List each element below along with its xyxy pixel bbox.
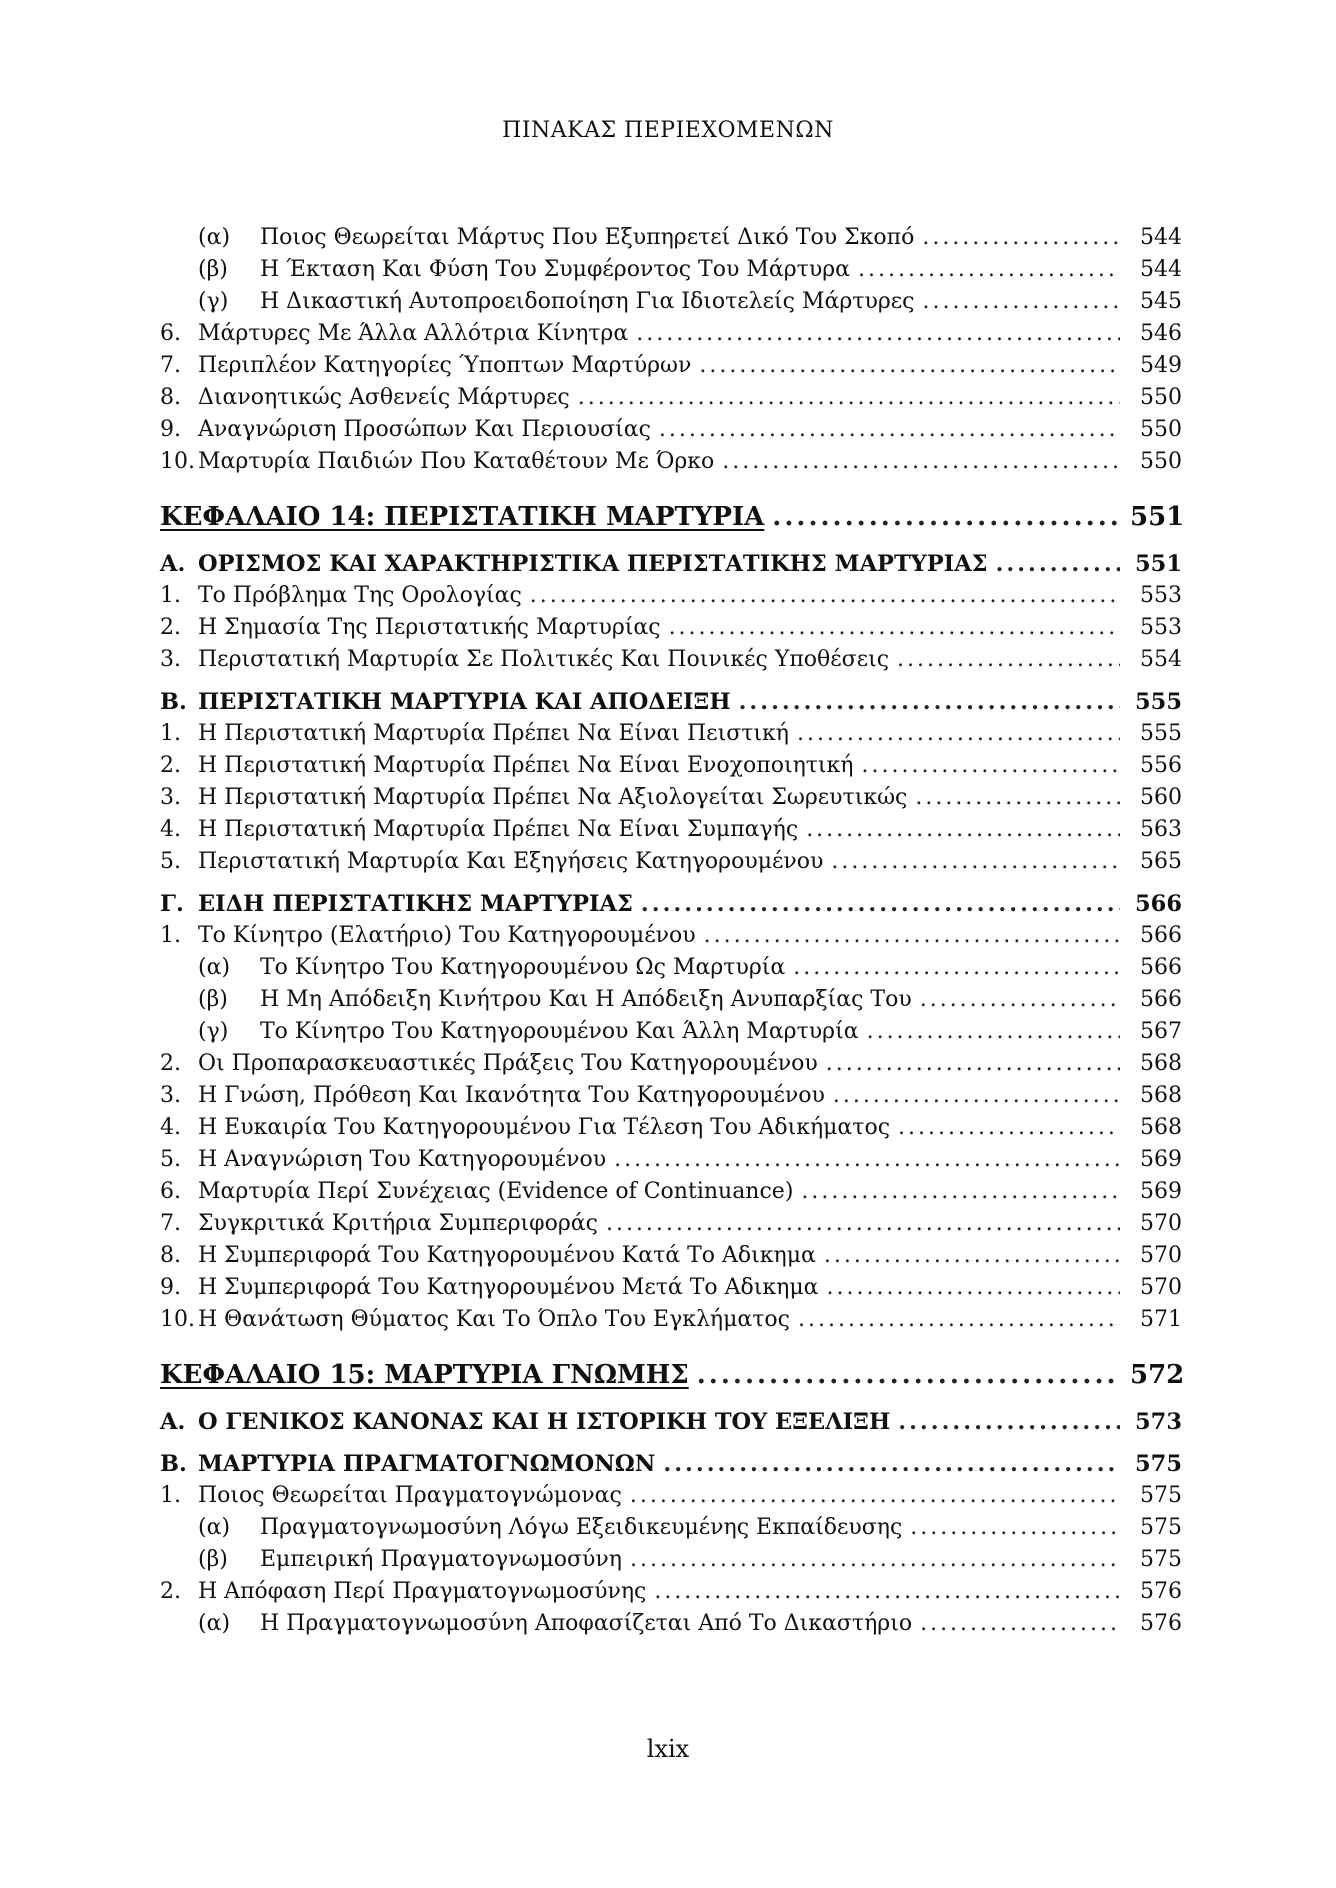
- toc-entry: [160, 414, 1182, 446]
- dot-leader: [636, 318, 1120, 350]
- toc-entry: [160, 612, 1182, 644]
- toc-entry-page: 545: [1140, 289, 1182, 314]
- toc-entry-title: Συγκριτικά Κριτήρια Συμπεριφοράς: [198, 1211, 598, 1236]
- toc-entry-page: 567: [1140, 1019, 1182, 1044]
- dot-leader: [898, 1406, 1120, 1438]
- toc-entry-number: 4.: [160, 817, 181, 842]
- toc-entry-number: (α): [198, 1611, 231, 1636]
- dot-leader: [910, 1512, 1120, 1544]
- toc-entry-number: 10.: [160, 1307, 195, 1332]
- toc-entry-page: 575: [1140, 1483, 1182, 1508]
- dot-leader: [826, 1048, 1120, 1080]
- toc-entry-title: Περιστατική Μαρτυρία Σε Πολιτικές Και Ποινικές Υποθέσεις: [198, 647, 890, 672]
- dot-leader: [722, 446, 1120, 478]
- dot-leader: [654, 1576, 1120, 1608]
- toc-entry: [160, 1576, 1182, 1608]
- toc-entry-title: Μάρτυρες Με Άλλα Αλλότρια Κίνητρα: [198, 321, 629, 346]
- toc-entry-title: Η Ευκαιρία Του Κατηγορουμένου Για Τέλεση Του Αδικήματος: [198, 1115, 891, 1140]
- toc-entry-title: Μαρτυρία Παιδιών Που Καταθέτουν Με Όρκο: [198, 449, 715, 474]
- toc-section-entry: [160, 1406, 1182, 1438]
- running-header: ΠΙΝΑΚΑΣ ΠΕΡΙΕΧΟΜΕΝΩΝ: [502, 118, 834, 143]
- toc-entry: [160, 814, 1182, 846]
- toc-entry-number: (α): [198, 955, 231, 980]
- toc-entry-number: Β.: [160, 689, 187, 715]
- toc-entry: [160, 1544, 1182, 1576]
- toc-entry-title: Περιστατική Μαρτυρία Και Εξηγήσεις Κατηγορουμένου: [198, 849, 824, 874]
- dot-leader: [996, 548, 1120, 580]
- toc-entry-page: 553: [1140, 583, 1182, 608]
- toc-entry-number: (β): [198, 1547, 228, 1572]
- toc-entry: [160, 446, 1182, 478]
- toc-entry-title: ΟΡΙΣΜΟΣ ΚΑΙ ΧΑΡΑΚΤΗΡΙΣΤΙΚΑ ΠΕΡΙΣΤΑΤΙΚΗΣ ΜΑΡΤΥΡΙΑΣ: [198, 551, 988, 577]
- toc-entry-page: 568: [1140, 1083, 1182, 1108]
- dot-leader: [606, 1208, 1120, 1240]
- toc-entry-title: Η Σημασία Της Περιστατικής Μαρτυρίας: [198, 615, 661, 640]
- toc-entry-title: ΚΕΦΑΛΑΙΟ 14: ΠΕΡΙΣΤΑΤΙΚΗ ΜΑΡΤΥΡΙΑ: [160, 502, 765, 532]
- dot-leader: [641, 888, 1120, 920]
- dot-leader: [827, 1272, 1120, 1304]
- toc-chapter-entry: [160, 1354, 1185, 1396]
- toc-entry: [160, 1016, 1182, 1048]
- toc-entry-title: Αναγνώριση Προσώπων Και Περιουσίας: [198, 417, 651, 442]
- toc-entry-number: 3.: [160, 647, 181, 672]
- toc-entry-page: 566: [1140, 987, 1182, 1012]
- toc-entry-title: Η Έκταση Και Φύση Του Συμφέροντος Του Μάρτυρα: [260, 257, 850, 282]
- toc-entry-page: 566: [1135, 891, 1182, 917]
- toc-entry-page: 560: [1140, 785, 1182, 810]
- toc-entry-page: 550: [1140, 449, 1182, 474]
- toc-entry: [160, 1272, 1182, 1304]
- toc-entry: [160, 718, 1182, 750]
- toc-section-entry: [160, 888, 1182, 920]
- toc-entry-title: Το Πρόβλημα Της Ορολογίας: [198, 583, 522, 608]
- toc-entry-number: 9.: [160, 417, 181, 442]
- toc-entry-number: 2.: [160, 1579, 181, 1604]
- toc-entry-number: 5.: [160, 1147, 181, 1172]
- toc-entry-title: Η Πραγματογνωμοσύνη Αποφασίζεται Από Το Δικαστήριο: [260, 1611, 913, 1636]
- toc-entry: [160, 846, 1182, 878]
- dot-leader: [772, 496, 1120, 538]
- toc-entry-title: Η Περιστατική Μαρτυρία Πρέπει Να Είναι Ενοχοποιητική: [198, 753, 854, 778]
- dot-leader: [861, 750, 1120, 782]
- dot-leader: [739, 686, 1120, 718]
- toc-entry: [160, 1608, 1182, 1640]
- toc-entry-page: 555: [1135, 689, 1182, 715]
- toc-entry-number: 8.: [160, 385, 181, 410]
- toc-entry-title: Η Μη Απόδειξη Κινήτρου Και Η Απόδειξη Ανυπαρξίας Του: [260, 987, 912, 1012]
- toc-entry-number: 2.: [160, 1051, 181, 1076]
- dot-leader: [614, 1144, 1120, 1176]
- toc-entry: [160, 286, 1182, 318]
- dot-leader: [530, 580, 1120, 612]
- toc-entry-title: Ποιος Θεωρείται Μάρτυς Που Εξυπηρετεί Δικό Του Σκοπό: [260, 225, 915, 250]
- dot-leader: [897, 644, 1120, 676]
- toc-entry-number: 6.: [160, 1179, 181, 1204]
- toc-entry-number: 2.: [160, 615, 181, 640]
- toc-entry-page: 551: [1135, 551, 1182, 577]
- toc-entry: [160, 984, 1182, 1016]
- toc-entry-page: 572: [1130, 1360, 1185, 1390]
- toc-entry: [160, 1112, 1182, 1144]
- toc-entry-page: 576: [1140, 1611, 1182, 1636]
- toc-entry: [160, 254, 1182, 286]
- toc-entry-number: 3.: [160, 785, 181, 810]
- toc-entry-page: 569: [1140, 1179, 1182, 1204]
- toc-entry: [160, 952, 1182, 984]
- toc-entry-title: Το Κίνητρο (Ελατήριο) Του Κατηγορουμένου: [198, 923, 696, 948]
- dot-leader: [801, 1176, 1120, 1208]
- toc-entry-title: Περιπλέον Κατηγορίες Ύποπτων Μαρτύρων: [198, 353, 692, 378]
- toc-entry-number: 8.: [160, 1243, 181, 1268]
- toc-entry-title: Η Περιστατική Μαρτυρία Πρέπει Να Αξιολογείται Σωρευτικώς: [198, 785, 908, 810]
- toc-entry-number: 1.: [160, 583, 181, 608]
- toc-entry-number: 1.: [160, 1483, 181, 1508]
- dot-leader: [797, 718, 1120, 750]
- toc-entry-number: 10.: [160, 449, 195, 474]
- toc-entry: [160, 1208, 1182, 1240]
- dot-leader: [578, 382, 1120, 414]
- dot-leader: [699, 350, 1120, 382]
- dot-leader: [922, 222, 1120, 254]
- dot-leader: [922, 286, 1120, 318]
- toc-entry-number: 3.: [160, 1083, 181, 1108]
- toc-entry-title: Οι Προπαρασκευαστικές Πράξεις Του Κατηγορουμένου: [198, 1051, 818, 1076]
- toc-entry-title: Πραγματογνωμοσύνη Λόγω Εξειδικευμένης Εκπαίδευσης: [260, 1515, 903, 1540]
- toc-entry: [160, 750, 1182, 782]
- dot-leader: [858, 254, 1120, 286]
- toc-entry-number: 7.: [160, 353, 181, 378]
- dot-leader: [920, 984, 1120, 1016]
- toc-entry-number: 5.: [160, 849, 181, 874]
- dot-leader: [920, 1608, 1120, 1640]
- toc-entry-number: 1.: [160, 721, 181, 746]
- toc-entry-page: 573: [1135, 1409, 1182, 1435]
- dot-leader: [659, 414, 1120, 446]
- toc-entry-number: 4.: [160, 1115, 181, 1140]
- toc-section-entry: [160, 548, 1182, 580]
- dot-leader: [697, 1354, 1120, 1396]
- dot-leader: [867, 1016, 1120, 1048]
- toc-entry-title: Η Περιστατική Μαρτυρία Πρέπει Να Είναι Συμπαγής: [198, 817, 799, 842]
- toc-entry-page: 549: [1140, 353, 1182, 378]
- toc-entry-page: 566: [1140, 923, 1182, 948]
- toc-entry: [160, 644, 1182, 676]
- toc-entry-number: 6.: [160, 321, 181, 346]
- dot-leader: [831, 846, 1120, 878]
- toc-entry: [160, 1240, 1182, 1272]
- toc-entry-title: Ο ΓΕΝΙΚΟΣ ΚΑΝΟΝΑΣ ΚΑΙ Η ΙΣΤΟΡΙΚΗ ΤΟΥ ΕΞΕΛΙΞΗ: [198, 1409, 891, 1435]
- dot-leader: [793, 952, 1120, 984]
- toc-entry-number: 2.: [160, 753, 181, 778]
- toc-entry: [160, 1512, 1182, 1544]
- toc-entry-number: 9.: [160, 1275, 181, 1300]
- dot-leader: [824, 1240, 1120, 1272]
- toc-entry-title: Μαρτυρία Περί Συνέχειας (Evidence of Continuance): [198, 1179, 794, 1204]
- dot-leader: [669, 612, 1120, 644]
- toc-entry-title: Ποιος Θεωρείται Πραγματογνώμονας: [198, 1483, 622, 1508]
- toc-entry: [160, 350, 1182, 382]
- toc-entry: [160, 318, 1182, 350]
- toc-entry-number: 1.: [160, 923, 181, 948]
- toc-entry-page: 575: [1140, 1515, 1182, 1540]
- toc-entry: [160, 382, 1182, 414]
- toc-entry-number: (β): [198, 987, 228, 1012]
- toc-entry: [160, 222, 1182, 254]
- toc-section-entry: [160, 1448, 1182, 1480]
- toc-entry-page: 553: [1140, 615, 1182, 640]
- toc-entry-page: 570: [1140, 1211, 1182, 1236]
- toc-entry: [160, 1144, 1182, 1176]
- toc-entry-page: 568: [1140, 1051, 1182, 1076]
- toc-entry-title: ΜΑΡΤΥΡΙΑ ΠΡΑΓΜΑΤΟΓΝΩΜΟΝΩΝ: [198, 1451, 656, 1477]
- toc-entry: [160, 580, 1182, 612]
- toc-entry: [160, 782, 1182, 814]
- toc-entry-title: Η Συμπεριφορά Του Κατηγορουμένου Κατά Το Αδικημα: [198, 1243, 816, 1268]
- toc-entry-title: Η Αναγνώριση Του Κατηγορουμένου: [198, 1147, 607, 1172]
- toc-entry-title: Διανοητικώς Ασθενείς Μάρτυρες: [198, 385, 570, 410]
- toc-entry-page: 551: [1130, 502, 1185, 532]
- toc-entry: [160, 1304, 1182, 1336]
- toc-entry-page: 563: [1140, 817, 1182, 842]
- toc-entry-title: Η Απόφαση Περί Πραγματογνωμοσύνης: [198, 1579, 647, 1604]
- toc-entry-number: Γ.: [160, 891, 184, 917]
- toc-entry-title: ΚΕΦΑΛΑΙΟ 15: ΜΑΡΤΥΡΙΑ ΓΝΩΜΗΣ: [160, 1360, 689, 1390]
- toc-entry: [160, 1480, 1182, 1512]
- toc-entry-page: 544: [1140, 257, 1182, 282]
- dot-leader: [798, 1304, 1120, 1336]
- toc-entry-page: 575: [1140, 1547, 1182, 1572]
- toc-entry-page: 565: [1140, 849, 1182, 874]
- dot-leader: [898, 1112, 1120, 1144]
- toc-entry-page: 556: [1140, 753, 1182, 778]
- toc-entry: [160, 920, 1182, 952]
- toc-entry-page: 546: [1140, 321, 1182, 346]
- toc-section-entry: [160, 686, 1182, 718]
- toc-entry-page: 550: [1140, 417, 1182, 442]
- toc-entry: [160, 1048, 1182, 1080]
- toc-entry-number: Α.: [160, 1409, 186, 1435]
- toc-entry-number: (γ): [198, 289, 229, 314]
- dot-leader: [704, 920, 1120, 952]
- toc-entry-title: Η Περιστατική Μαρτυρία Πρέπει Να Είναι Πειστική: [198, 721, 789, 746]
- toc-entry-title: Η Γνώση, Πρόθεση Και Ικανότητα Του Κατηγορουμένου: [198, 1083, 825, 1108]
- toc-entry-title: ΠΕΡΙΣΤΑΤΙΚΗ ΜΑΡΤΥΡΙΑ ΚΑΙ ΑΠΟΔΕΙΞΗ: [198, 689, 731, 715]
- toc-entry-title: Το Κίνητρο Του Κατηγορουμένου Ως Μαρτυρία: [260, 955, 786, 980]
- toc-entry-number: (α): [198, 1515, 231, 1540]
- toc-entry-page: 570: [1140, 1243, 1182, 1268]
- toc-entry-title: ΕΙΔΗ ΠΕΡΙΣΤΑΤΙΚΗΣ ΜΑΡΤΥΡΙΑΣ: [198, 891, 633, 917]
- toc-entry-page: 554: [1140, 647, 1182, 672]
- toc-entry-page: 571: [1140, 1307, 1182, 1332]
- toc-entry-page: 570: [1140, 1275, 1182, 1300]
- toc-entry-title: Η Δικαστική Αυτοπροειδοποίηση Για Ιδιοτελείς Μάρτυρες: [260, 289, 915, 314]
- dot-leader: [806, 814, 1120, 846]
- toc-entry-page: 555: [1140, 721, 1182, 746]
- dot-leader: [630, 1480, 1120, 1512]
- toc-entry-page: 575: [1135, 1451, 1182, 1477]
- toc-entry-number: Β.: [160, 1451, 187, 1477]
- toc-entry-title: Η Θανάτωση Θύματος Και Το Όπλο Του Εγκλήματος: [198, 1307, 791, 1332]
- dot-leader: [663, 1448, 1120, 1480]
- dot-leader: [915, 782, 1120, 814]
- toc-entry: [160, 1080, 1182, 1112]
- toc-entry-title: Η Συμπεριφορά Του Κατηγορουμένου Μετά Το Αδικημα: [198, 1275, 819, 1300]
- toc-entry-number: 7.: [160, 1211, 181, 1236]
- toc-entry-title: Εμπειρική Πραγματογνωμοσύνη: [260, 1547, 622, 1572]
- toc-chapter-entry: [160, 496, 1185, 538]
- toc-entry-number: Α.: [160, 551, 186, 577]
- toc-entry-page: 544: [1140, 225, 1182, 250]
- page-number: lxix: [646, 1735, 690, 1763]
- toc-entry-number: (β): [198, 257, 228, 282]
- toc-entry-number: (γ): [198, 1019, 229, 1044]
- toc-entry-title: Το Κίνητρο Του Κατηγορουμένου Και Άλλη Μαρτυρία: [260, 1019, 859, 1044]
- toc-entry-page: 569: [1140, 1147, 1182, 1172]
- toc-entry-number: (α): [198, 225, 231, 250]
- table-of-contents: [160, 222, 1185, 1640]
- toc-entry-page: 568: [1140, 1115, 1182, 1140]
- toc-entry-page: 576: [1140, 1579, 1182, 1604]
- toc-entry-page: 566: [1140, 955, 1182, 980]
- toc-entry: [160, 1176, 1182, 1208]
- toc-entry-page: 550: [1140, 385, 1182, 410]
- dot-leader: [833, 1080, 1120, 1112]
- dot-leader: [630, 1544, 1120, 1576]
